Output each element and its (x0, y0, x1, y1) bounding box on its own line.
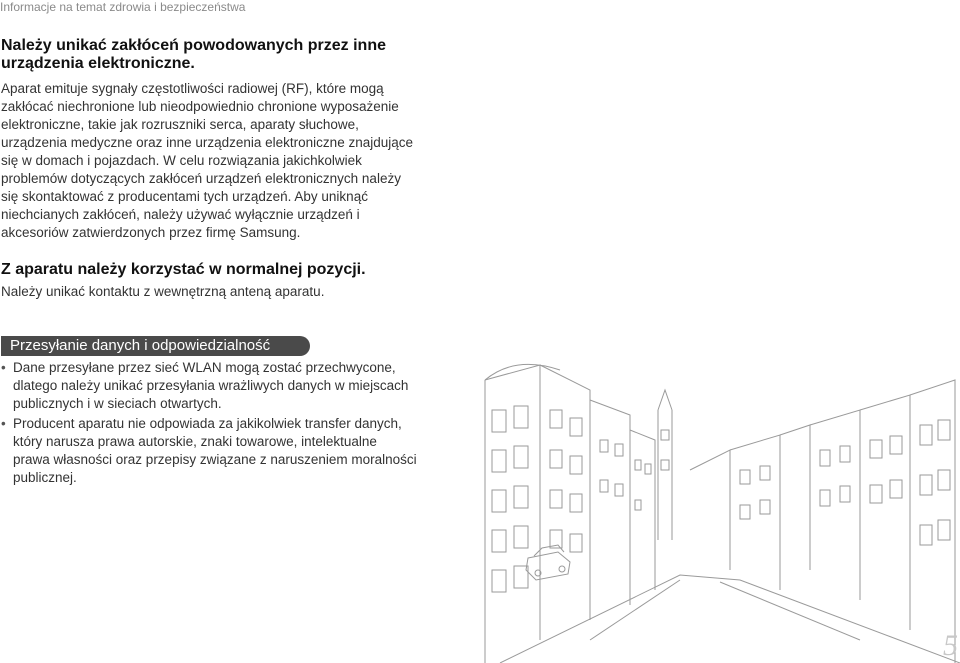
bullet-line: prawa własności oraz przepisy związane z naruszeniem moralności (13, 452, 417, 467)
section-heading-interference (1, 37, 386, 73)
normal-position-paragraph (1, 283, 446, 301)
running-head: Informacje na temat zdrowia i bezpieczeństwa (0, 0, 246, 14)
bullet-line: publicznych i w sieciach otwartych. (13, 396, 222, 411)
bullet-item (1, 359, 451, 413)
paragraph-line: Aparat emituje sygnały częstotliwości radiowej (RF), które mogą (1, 81, 384, 96)
city-street-sketch-icon (480, 340, 960, 663)
paragraph-line: zakłócać niechronione lub nieodpowiednio chronione wyposażenie (1, 99, 399, 114)
heading-line: Należy unikać zakłóceń powodowanych przez inne (1, 37, 386, 54)
bullet-icon: • (1, 416, 6, 431)
paragraph-line: akcesoriów zatwierdzonych przez firmę Samsung. (1, 225, 301, 240)
interference-paragraph (1, 80, 446, 242)
section-pill-data-transfer: Przesyłanie danych i odpowiedzialność (1, 336, 310, 356)
bullet-item (1, 415, 451, 487)
bullet-line: który narusza prawa autorskie, znaki towarowe, intelektualne (13, 434, 377, 449)
paragraph-line: Należy unikać kontaktu z wewnętrzną anteną aparatu. (1, 284, 325, 299)
paragraph-line: urządzenia medyczne oraz inne urządzenia elektroniczne znajdujące (1, 135, 413, 150)
paragraph-line: elektroniczne, takie jak rozruszniki serca, aparaty słuchowe, (1, 117, 359, 132)
bullet-line: Dane przesyłane przez sieć WLAN mogą zostać przechwycone, (13, 360, 396, 375)
bullet-icon: • (1, 360, 6, 375)
section-heading-normal-position: Z aparatu należy korzystać w normalnej pozycji. (1, 261, 366, 278)
page-number: 5 (943, 629, 958, 662)
data-transfer-bullet-list (1, 359, 451, 489)
paragraph-line: niechcianych zakłóceń, należy używać wyłącznie urządzeń i (1, 207, 360, 222)
paragraph-line: problemów dotyczących zakłóceń urządzeń elektronicznych należy (1, 171, 401, 186)
paragraph-line: się w domach i pojazdach. W celu rozwiązania jakichkolwiek (1, 153, 362, 168)
paragraph-line: się skontaktować z producentami tych urządzeń. Aby uniknąć (1, 189, 368, 204)
bullet-line: Producent aparatu nie odpowiada za jakikolwiek transfer danych, (13, 416, 402, 431)
heading-line: urządzenia elektroniczne. (1, 55, 195, 72)
bullet-line: dlatego należy unikać przesyłania wrażliwych danych w miejscach (13, 378, 409, 393)
bullet-line: publicznej. (13, 470, 77, 485)
